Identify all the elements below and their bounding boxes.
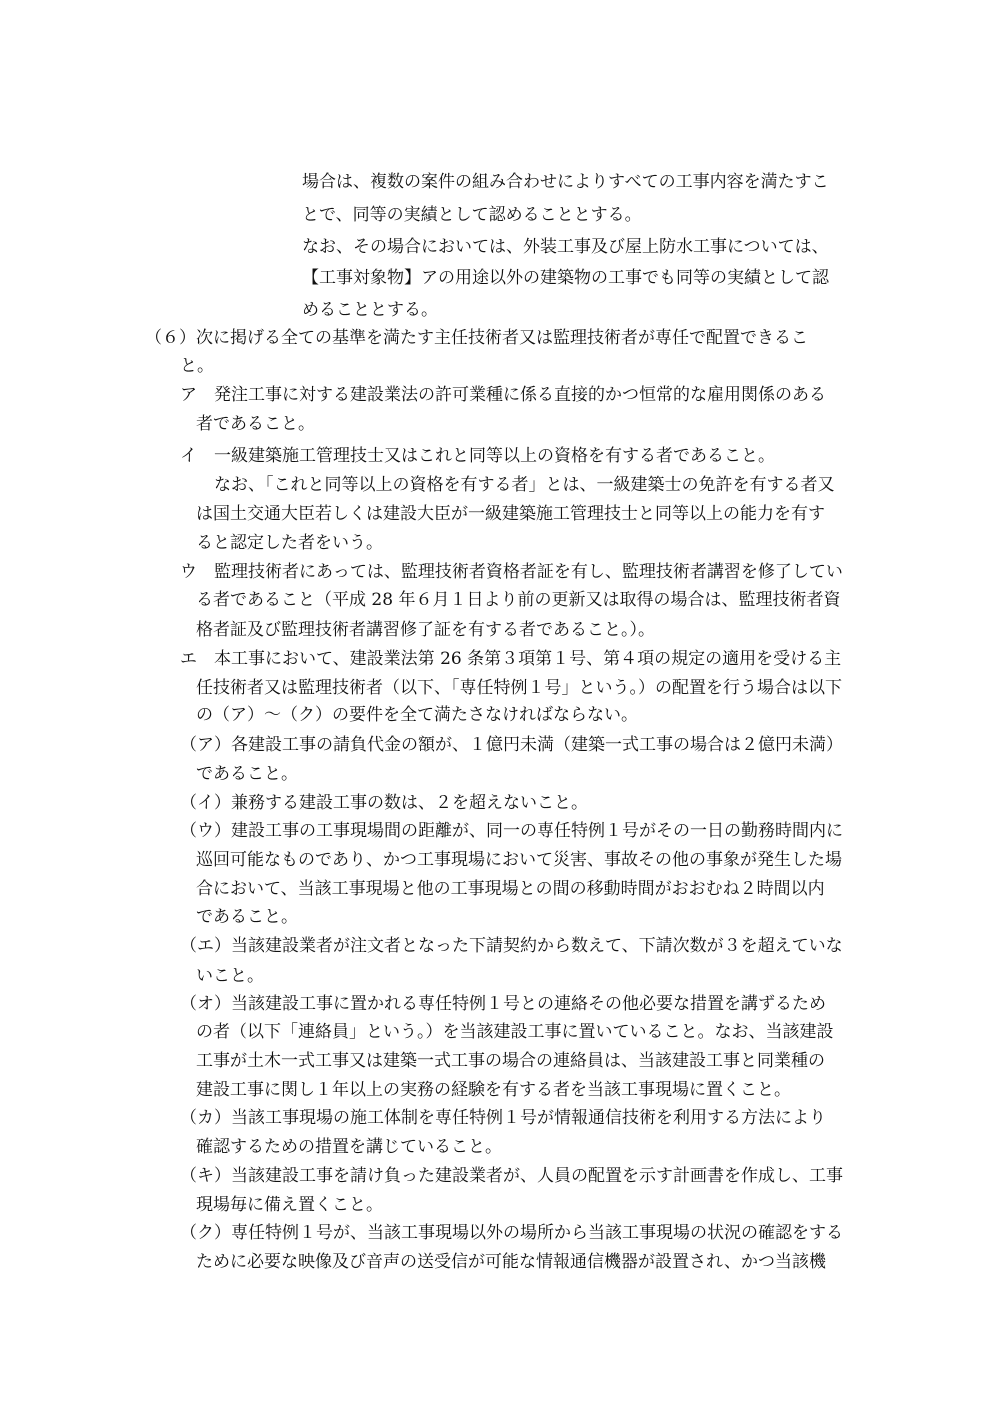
text-line: 確認するための措置を講じていること。 xyxy=(196,1137,502,1157)
text-line: （イ）兼務する建設工事の数は、２を超えないこと。 xyxy=(180,793,588,813)
text-line: （６）次に掲げる全ての基準を満たす主任技術者又は監理技術者が専任で配置できるこ xyxy=(145,328,808,348)
text-line: 任技術者又は監理技術者（以下、「専任特例１号」という。）の配置を行う場合は以下 xyxy=(196,678,842,698)
text-line: めることとする。 xyxy=(302,300,438,320)
text-line: なお、「これと同等以上の資格を有する者」とは、一級建築士の免許を有する者又 xyxy=(214,475,835,495)
text-line: なお、その場合においては、外装工事及び屋上防水工事については、 xyxy=(302,237,829,257)
text-line: の者（以下「連絡員」という。）を当該建設工事に置いていること。なお、当該建設 xyxy=(196,1022,834,1042)
text-line: 工事が土木一式工事又は建築一式工事の場合の連絡員は、当該建設工事と同業種の xyxy=(196,1051,825,1071)
text-line: 場合は、複数の案件の組み合わせによりすべての工事内容を満たすこ xyxy=(302,172,829,192)
text-line: 合において、当該工事現場と他の工事現場との間の移動時間がおおむね２時間以内 xyxy=(196,879,825,899)
text-line: （ア）各建設工事の請負代金の額が、１億円未満（建築一式工事の場合は２億円未満） xyxy=(180,735,843,755)
text-line: イ 一級建築施工管理技士又はこれと同等以上の資格を有する者であること。 xyxy=(180,446,775,466)
text-line: （ウ）建設工事の工事現場間の距離が、同一の専任特例１号がその一日の勤務時間内に xyxy=(180,821,843,841)
text-line: 【工事対象物】アの用途以外の建築物の工事でも同等の実績として認 xyxy=(302,268,829,288)
text-line: であること。 xyxy=(196,764,298,784)
text-line: 建設工事に関し１年以上の実務の経験を有する者を当該工事現場に置くこと。 xyxy=(196,1080,791,1100)
text-line: いこと。 xyxy=(196,966,264,986)
text-line: であること。 xyxy=(196,907,298,927)
text-line: 者であること。 xyxy=(196,414,315,434)
text-line: る者であること（平成 28 年６月１日より前の更新又は取得の場合は、監理技術者資 xyxy=(196,590,841,610)
text-line: と。 xyxy=(180,356,214,376)
text-line: とで、同等の実績として認めることとする。 xyxy=(302,205,642,225)
text-line: ウ 監理技術者にあっては、監理技術者資格者証を有し、監理技術者講習を修了してい xyxy=(180,562,843,582)
text-line: （オ）当該建設工事に置かれる専任特例１号との連絡その他必要な措置を講ずるため xyxy=(180,994,826,1014)
text-line: 巡回可能なものであり、かつ工事現場において災害、事故その他の事象が発生した場 xyxy=(196,850,842,870)
text-line: （エ）当該建設業者が注文者となった下請契約から数えて、下請次数が３を超えていな xyxy=(180,936,843,956)
text-line: ア 発注工事に対する建設業法の許可業種に係る直接的かつ恒常的な雇用関係のある xyxy=(180,385,826,405)
text-line: （キ）当該建設工事を請け負った建設業者が、人員の配置を示す計画書を作成し、工事 xyxy=(180,1166,843,1186)
text-line: 現場毎に備え置くこと。 xyxy=(196,1195,383,1215)
text-line: （カ）当該工事現場の施工体制を専任特例１号が情報通信技術を利用する方法により xyxy=(180,1108,826,1128)
text-line: ると認定した者をいう。 xyxy=(196,533,383,553)
text-line: エ 本工事において、建設業法第 26 条第３項第１号、第４項の規定の適用を受ける主 xyxy=(180,649,842,669)
text-line: は国土交通大臣若しくは建設大臣が一級建築施工管理技士と同等以上の能力を有す xyxy=(196,504,825,524)
text-line: 格者証及び監理技術者講習修了証を有する者であること。）。 xyxy=(196,620,655,640)
text-line: ために必要な映像及び音声の送受信が可能な情報通信機器が設置され、かつ当該機 xyxy=(196,1252,827,1272)
text-line: （ク）専任特例１号が、当該工事現場以外の場所から当該工事現場の状況の確認をする xyxy=(180,1223,843,1243)
text-line: の（ア）～（ク）の要件を全て満たさなければならない。 xyxy=(196,705,638,725)
